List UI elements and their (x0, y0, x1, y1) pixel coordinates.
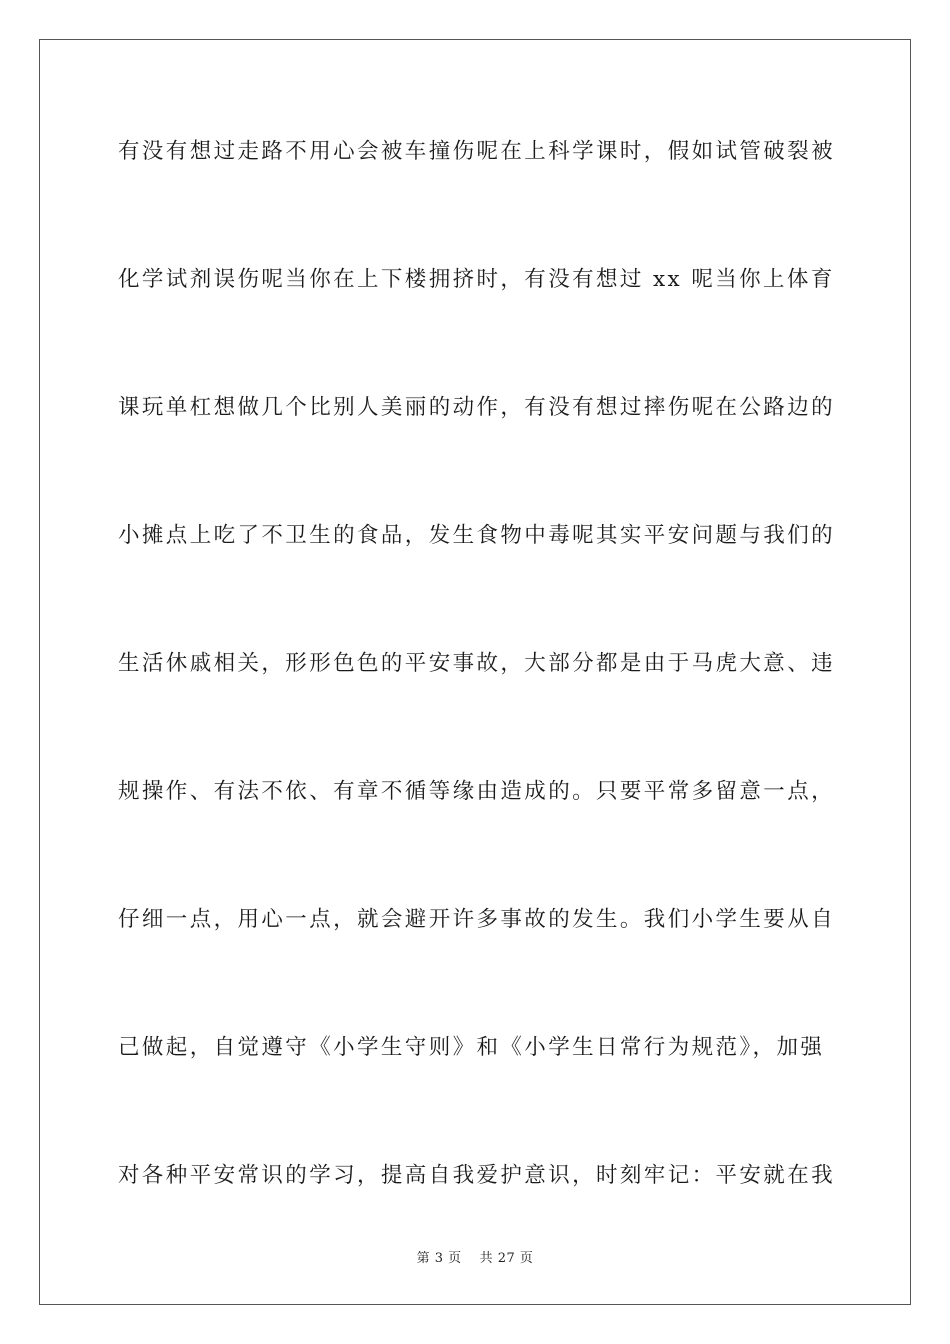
page-number: 第 3 页 (416, 1251, 462, 1266)
document-body (118, 126, 838, 1219)
page-footer (0, 1247, 950, 1266)
text-line: 小摊点上吃了不卫生的食品，发生食物中毒呢其实平安问题与我们的 (118, 523, 836, 548)
text-line: 仔细一点，用心一点，就会避开许多事故的发生。我们小学生要从自 (118, 907, 836, 932)
text-line: 对各种平安常识的学习，提高自我爱护意识，时刻牢记：平安就在我 (118, 1163, 836, 1188)
page-total: 共 27 页 (479, 1251, 534, 1266)
text-line: 规操作、有法不依、有章不循等缘由造成的。只要平常多留意一点， (118, 779, 836, 804)
text-line: 生活休戚相关，形形色色的平安事故，大部分都是由于马虎大意、违 (118, 651, 836, 676)
text-line: 有没有想过走路不用心会被车撞伤呢在上科学课时，假如试管破裂被 (118, 139, 836, 164)
text-line: 课玩单杠想做几个比别人美丽的动作，有没有想过摔伤呢在公路边的 (118, 395, 836, 420)
text-line: 化学试剂误伤呢当你在上下楼拥挤时，有没有想过 xx 呢当你上体育 (118, 267, 835, 292)
text-line: 己做起，自觉遵守《小学生守则》和《小学生日常行为规范》，加强 (118, 1035, 825, 1060)
